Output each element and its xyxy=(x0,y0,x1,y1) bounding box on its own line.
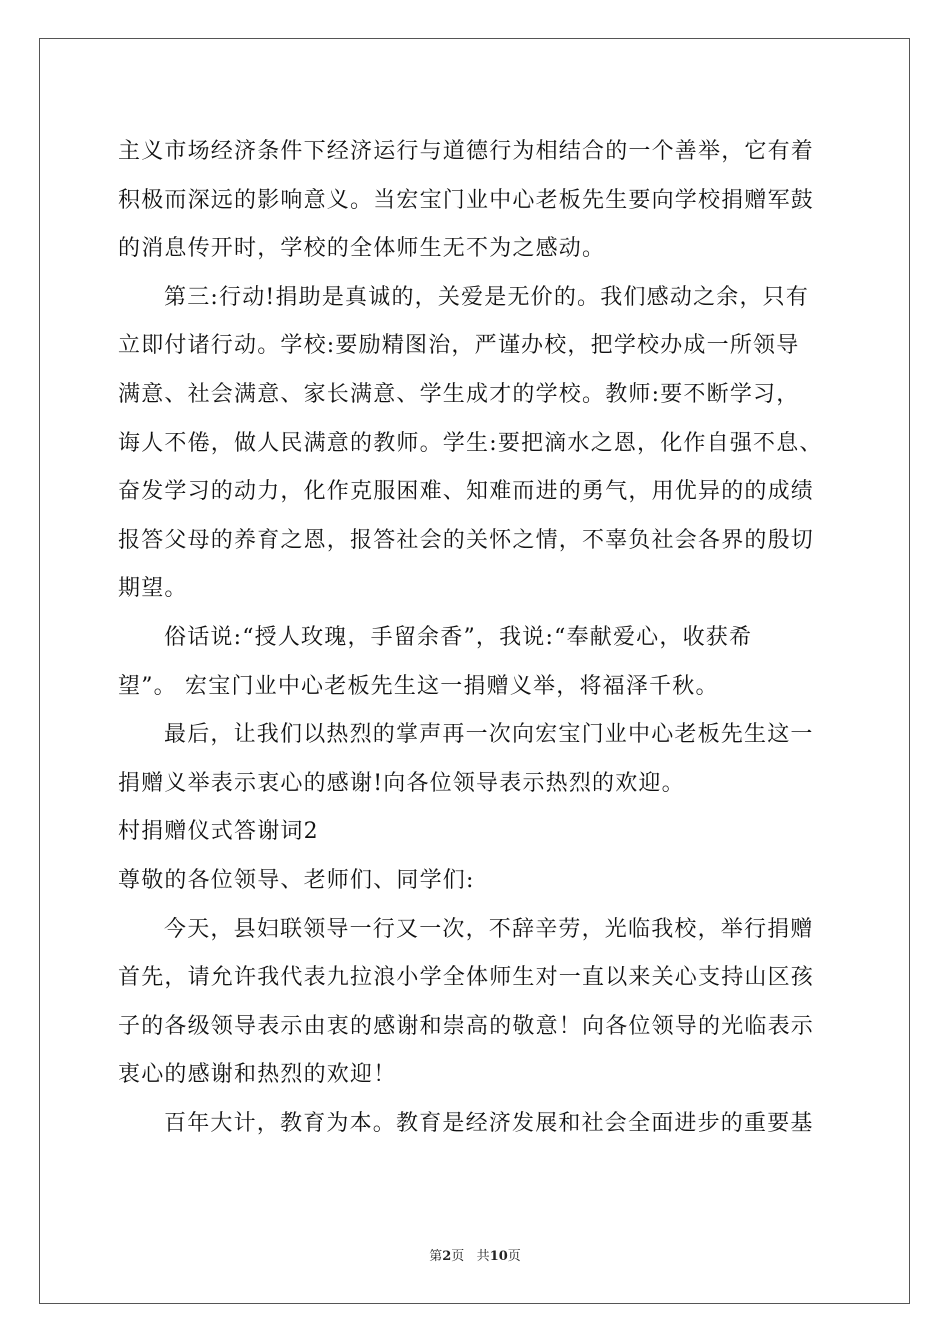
paragraph-start: 俗话说:“授人玫瑰，手留余香”，我说:“奉献爱心，收获希 xyxy=(164,624,753,650)
page-suffix: 页 xyxy=(451,1249,465,1264)
text-line: 立即付诸行动。学校:要励精图治，严谨办校，把学校办成一所领导 xyxy=(118,333,800,359)
text-line: 望”。 宏宝门业中心老板先生这一捐赠义举，将福泽千秋。 xyxy=(118,673,719,699)
text-line: 诲人不倦，做人民满意的教师。学生:要把滴水之恩，化作自强不息、 xyxy=(118,430,823,456)
section-title: 村捐赠仪式答谢词2 xyxy=(118,819,319,845)
page-prefix: 第 xyxy=(429,1249,443,1264)
text-line: 首先，请允许我代表九拉浪小学全体师生对一直以来关心支持山区孩 xyxy=(118,965,815,991)
text-line: 奋发学习的动力，化作克服困难、知难而进的勇气，用优异的的成绩 xyxy=(118,479,815,505)
page-number: 2 xyxy=(442,1249,452,1264)
salutation: 尊敬的各位领导、老师们、同学们: xyxy=(118,867,475,893)
paragraph-start: 百年大计，教育为本。教育是经济发展和社会全面进步的重要基 xyxy=(164,1110,814,1136)
total-pages: 10 xyxy=(489,1249,508,1264)
page-footer xyxy=(0,1245,950,1264)
document-body xyxy=(118,128,853,1148)
paragraph-start: 今天，县妇联领导一行又一次，不辞辛劳，光临我校，举行捐赠 xyxy=(164,916,814,942)
total-prefix: 共 xyxy=(476,1249,490,1264)
text-line: 期望。 xyxy=(118,576,188,602)
text-line: 子的各级领导表示由衷的感谢和崇高的敬意！向各位领导的光临表示 xyxy=(118,1013,815,1039)
text-line: 报答父母的养育之恩，报答社会的关怀之情，不辜负社会各界的殷切 xyxy=(118,527,815,553)
text-line: 捐赠义举表示衷心的感谢!向各位领导表示热烈的欢迎。 xyxy=(118,770,685,796)
text-line: 的消息传开时，学校的全体师生无不为之感动。 xyxy=(118,236,606,262)
text-line: 满意、社会满意、家长满意、学生成才的学校。教师:要不断学习， xyxy=(118,381,800,407)
paragraph-start: 最后，让我们以热烈的掌声再一次向宏宝门业中心老板先生这一 xyxy=(164,722,814,748)
paragraph-start: 第三:行动!捐助是真诚的，关爱是无价的。我们感动之余，只有 xyxy=(164,284,810,310)
text-line: 衷心的感谢和热烈的欢迎！ xyxy=(118,1062,397,1088)
text-line: 主义市场经济条件下经济运行与道德行为相结合的一个善举，它有着 xyxy=(118,139,815,164)
total-suffix: 页 xyxy=(507,1249,521,1264)
text-line: 积极而深远的影响意义。当宏宝门业中心老板先生要向学校捐赠军鼓 xyxy=(118,187,815,213)
